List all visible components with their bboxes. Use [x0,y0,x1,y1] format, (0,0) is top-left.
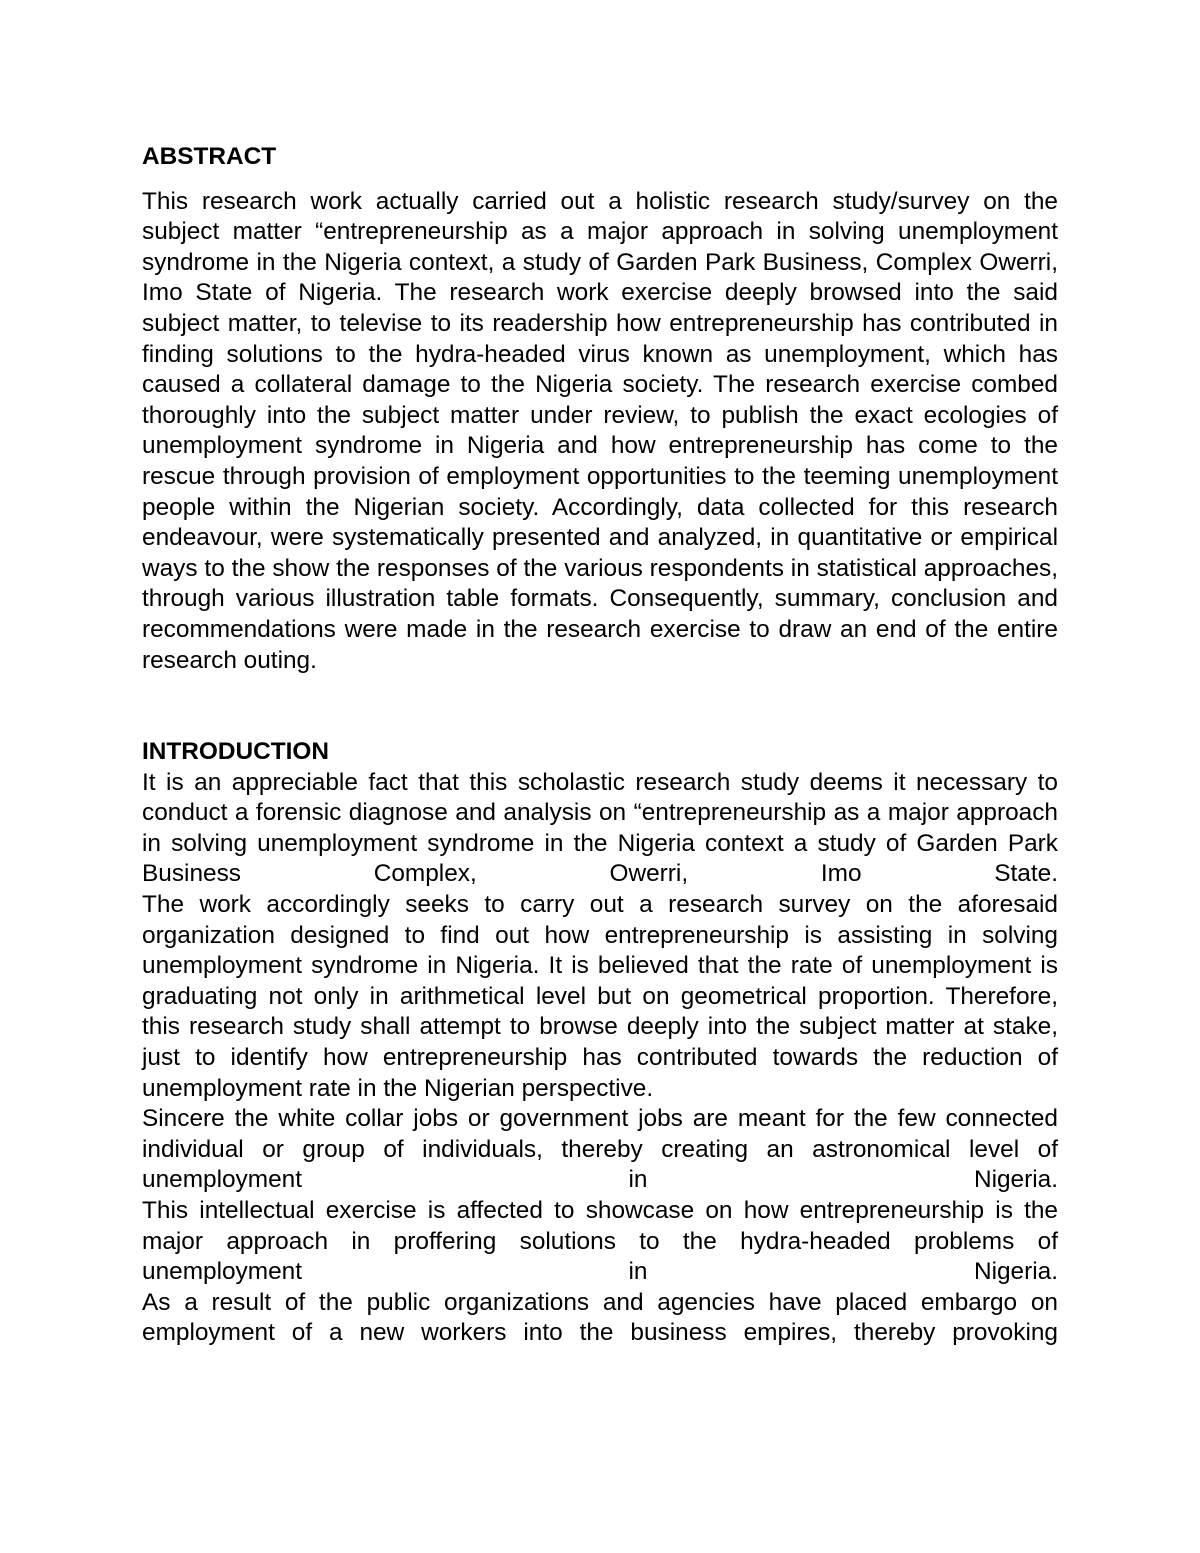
introduction-paragraph-1: It is an appreciable fact that this scholastic research study deems it necessary to conduct a forensic diagnose and analysis on “entrepreneurship as a major approach in solving unemployment syndrome in the Nigeria context a study of Garden Park Business Complex, Owerri, Imo State. [142,768,1058,888]
introduction-paragraph-4: This intellectual exercise is affected to showcase on how entrepreneurship is the major approach in proffering solutions to the hydra-headed problems of unemployment in Nigeria. [142,1197,1058,1286]
abstract-heading: ABSTRACT [142,143,277,170]
section-spacer [142,676,1058,737]
document-page [142,142,1058,1349]
abstract-paragraph: This research work actually carried out a holistic research study/survey on the subject matter “entrepreneurship as a major approach in solving unemployment syndrome in the Nigeria context, a study of Garden Park Business, Complex Owerri, Imo State of Nigeria. The research work exercise deeply browsed into the said subject matter, to televise to its readership how entrepreneurship has contributed in finding solutions to the hydra-headed virus known as unemployment, which has caused a collateral damage to the Nigeria society. The research exercise combed thoroughly into the subject matter under review, to publish the exact ecologies of unemployment syndrome in Nigeria and how entrepreneurship has come to the rescue through provision of employment opportunities to the teeming unemployment people within the Nigerian society. Accordingly, data collected for this research endeavour, were systematically presented and analyzed, in quantitative or empirical ways to the show the responses of the various respondents in statistical approaches, through various illustration table formats. Consequently, summary, conclusion and recommendations were made in the research exercise to draw an end of the entire research outing. [142,187,1058,674]
introduction-paragraph-5: As a result of the public organizations and agencies have placed embargo on employment of a new workers into the business empires, thereby provoking [142,1288,1058,1347]
introduction-heading: INTRODUCTION [142,738,329,766]
introduction-paragraph-3: Sincere the white collar jobs or government jobs are meant for the few connected individual or group of individuals, thereby creating an astronomical level of unemployment in Nigeria. [142,1105,1058,1194]
introduction-paragraph-2: The work accordingly seeks to carry out a research survey on the aforesaid organization designed to find out how entrepreneurship is assisting in solving unemployment syndrome in Nigeria. It is believed that the rate of unemployment is graduating not only in arithmetical level but on geometrical proportion. Therefore, this research study shall attempt to browse deeply into the subject matter at stake, just to identify how entrepreneurship has contributed towards the reduction of unemployment rate in the Nigerian perspective. [142,891,1058,1102]
